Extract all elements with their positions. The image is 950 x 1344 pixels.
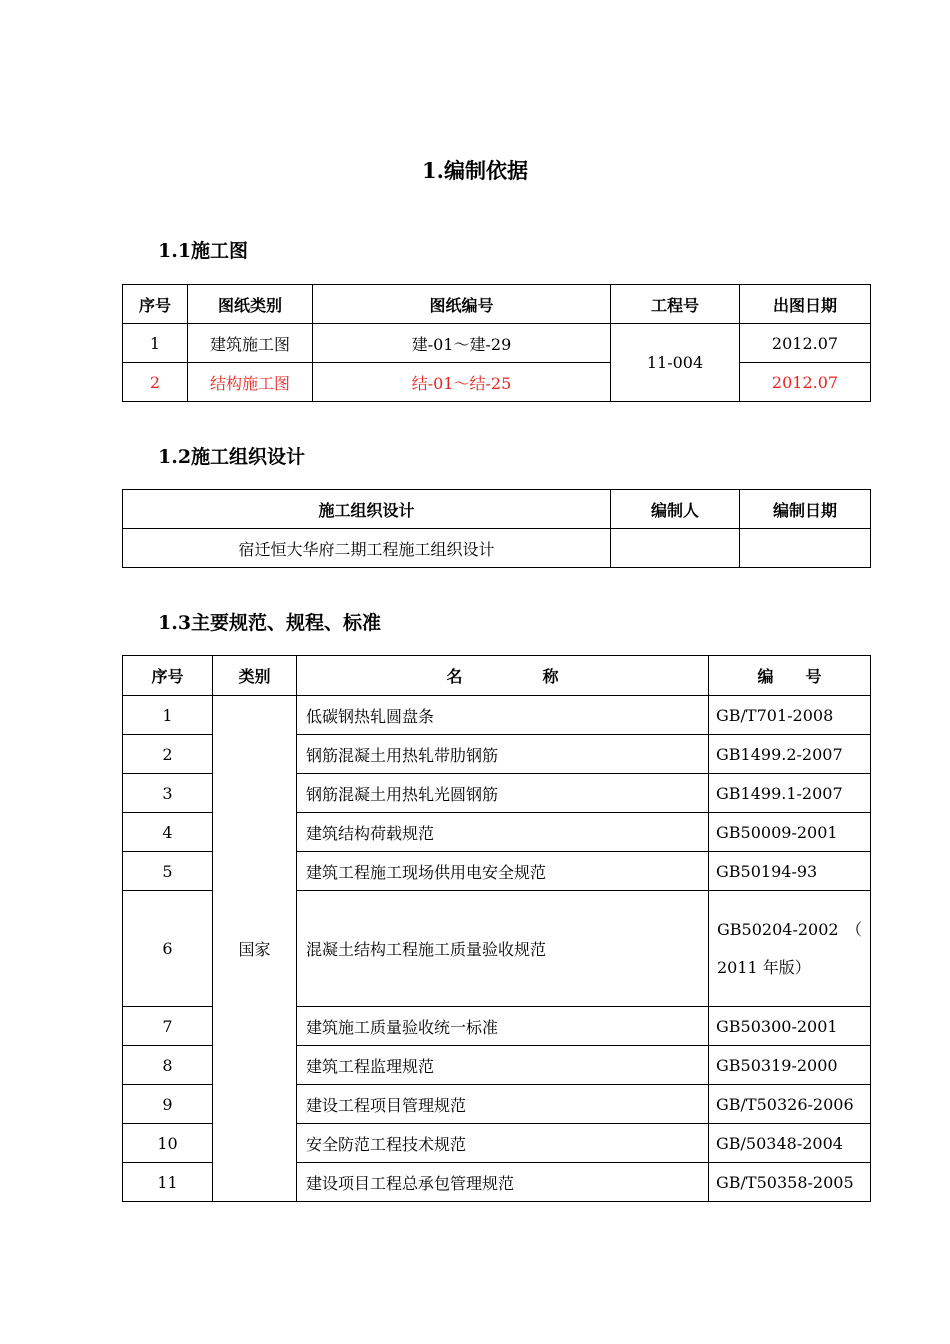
org-design-name: 宿迁恒大华府二期工程施工组织设计: [123, 529, 611, 568]
drawing-numbers: 建-01～建-29: [313, 324, 611, 363]
table-row-highlighted: [123, 363, 871, 402]
drawings-table-header: [123, 285, 871, 324]
table-row: [123, 324, 871, 363]
header-cell: 图纸编号: [313, 285, 611, 324]
drawing-numbers: 结-01～结-25: [313, 363, 611, 402]
drawing-category: 结构施工图: [188, 363, 313, 402]
project-number: 11-004: [611, 324, 740, 402]
header-cell: 施工组织设计: [123, 490, 611, 529]
standard-name: 建筑工程施工现场供用电安全规范: [297, 852, 709, 891]
standard-code: GB/T50358-2005: [709, 1163, 871, 1202]
page-title: 1.编制依据: [422, 158, 528, 183]
header-cell: 图纸类别: [188, 285, 313, 324]
header-cell: 出图日期: [740, 285, 871, 324]
row-number: 3: [123, 774, 213, 813]
section-heading-standards: 1.3主要规范、规程、标准: [158, 612, 382, 634]
header-cell: 编制人: [611, 490, 740, 529]
header-cell: 编 号: [709, 656, 871, 696]
drawing-category: 建筑施工图: [188, 324, 313, 363]
standard-code: GB/T50326-2006: [709, 1085, 871, 1124]
header-cell: 类别: [213, 656, 297, 696]
standard-code: GB50009-2001: [709, 813, 871, 852]
row-number: 6: [123, 891, 213, 1007]
table-row: [123, 696, 871, 735]
standards-table-header: [123, 656, 871, 696]
table-row: [123, 529, 871, 568]
standard-code: GB1499.2-2007: [709, 735, 871, 774]
row-number: 9: [123, 1085, 213, 1124]
row-number: 7: [123, 1007, 213, 1046]
standard-category: 国家: [213, 696, 297, 1202]
issue-date: 2012.07: [740, 324, 871, 363]
standard-name: 建筑工程监理规范: [297, 1046, 709, 1085]
standard-name: 建筑施工质量验收统一标准: [297, 1007, 709, 1046]
row-number: 10: [123, 1124, 213, 1163]
row-number: 1: [123, 696, 213, 735]
standard-name: 建筑结构荷载规范: [297, 813, 709, 852]
drawings-table: [122, 284, 871, 402]
standard-code: GB50300-2001: [709, 1007, 871, 1046]
org-design-date: [740, 529, 871, 568]
standard-name: 低碳钢热轧圆盘条: [297, 696, 709, 735]
org-design-table: [122, 489, 871, 568]
standard-name: 钢筋混凝土用热轧带肋钢筋: [297, 735, 709, 774]
section-heading-drawings: 1.1施工图: [158, 240, 249, 262]
header-cell: 名 称: [297, 656, 709, 696]
row-number: 1: [123, 324, 188, 363]
issue-date: 2012.07: [740, 363, 871, 402]
row-number: 4: [123, 813, 213, 852]
header-cell: 序号: [123, 656, 213, 696]
standard-code: GB/T701-2008: [709, 696, 871, 735]
header-cell: 工程号: [611, 285, 740, 324]
standard-code: GB/50348-2004: [709, 1124, 871, 1163]
standard-code: GB50319-2000: [709, 1046, 871, 1085]
header-cell: 编制日期: [740, 490, 871, 529]
row-number: 11: [123, 1163, 213, 1202]
row-number: 8: [123, 1046, 213, 1085]
standard-name: 混凝土结构工程施工质量验收规范: [297, 891, 709, 1007]
standard-code: GB1499.1-2007: [709, 774, 871, 813]
standard-name: 钢筋混凝土用热轧光圆钢筋: [297, 774, 709, 813]
section-heading-org-design: 1.2施工组织设计: [158, 446, 306, 468]
org-design-author: [611, 529, 740, 568]
header-cell: 序号: [123, 285, 188, 324]
row-number: 2: [123, 363, 188, 402]
standard-name: 安全防范工程技术规范: [297, 1124, 709, 1163]
standards-table: [122, 655, 871, 1202]
standard-name: 建设项目工程总承包管理规范: [297, 1163, 709, 1202]
standard-name: 建设工程项目管理规范: [297, 1085, 709, 1124]
standard-code: GB50194-93: [709, 852, 871, 891]
standard-code: GB50204-2002 （ 2011 年版）: [709, 891, 871, 1007]
org-design-table-header: [123, 490, 871, 529]
row-number: 5: [123, 852, 213, 891]
row-number: 2: [123, 735, 213, 774]
